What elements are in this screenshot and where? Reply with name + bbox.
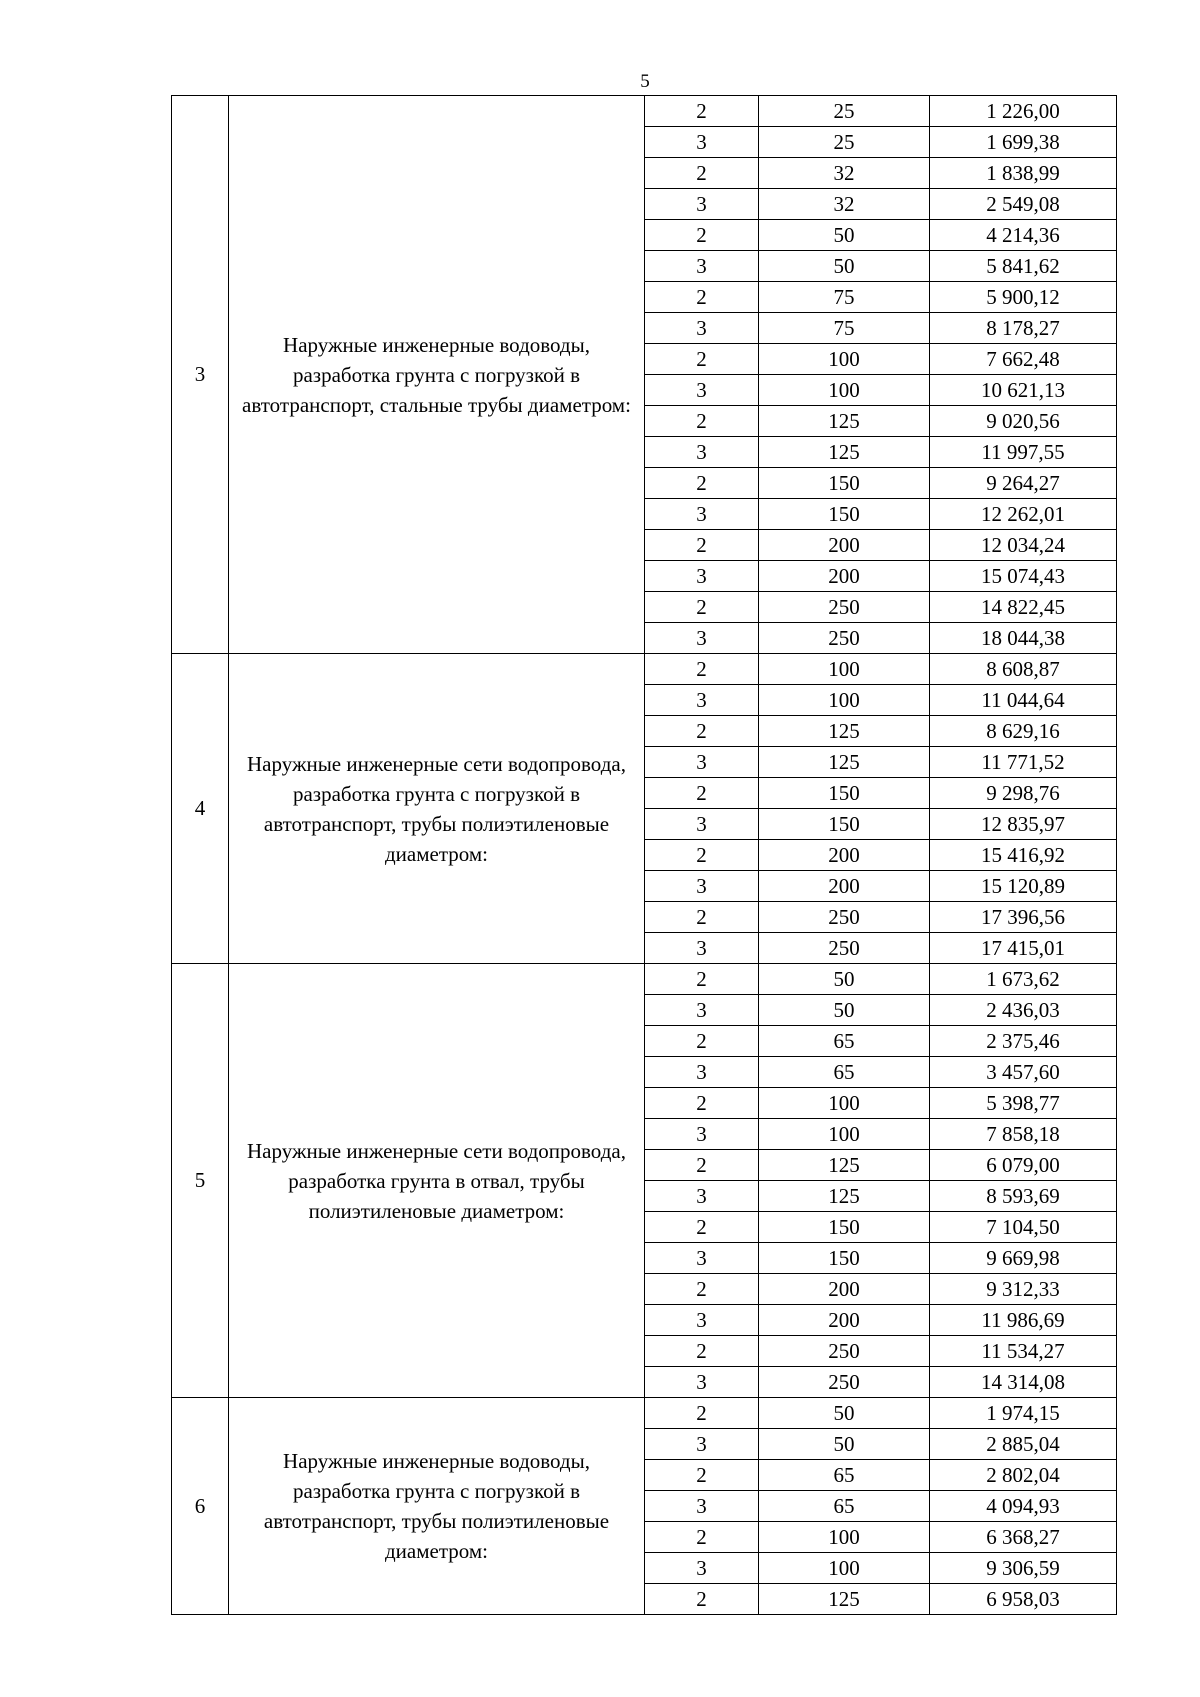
category-cell: 2: [645, 1088, 759, 1119]
category-cell: 3: [645, 375, 759, 406]
price-cell: 14 822,45: [930, 592, 1117, 623]
price-cell: 5 900,12: [930, 282, 1117, 313]
diameter-cell: 100: [759, 1553, 930, 1584]
category-cell: 3: [645, 561, 759, 592]
diameter-cell: 125: [759, 747, 930, 778]
price-cell: 9 669,98: [930, 1243, 1117, 1274]
price-table: [171, 95, 1117, 1615]
page-number: 5: [640, 71, 650, 92]
diameter-cell: 250: [759, 1336, 930, 1367]
category-cell: 3: [645, 437, 759, 468]
price-cell: 8 593,69: [930, 1181, 1117, 1212]
price-cell: 1 226,00: [930, 96, 1117, 127]
category-cell: 2: [645, 654, 759, 685]
category-cell: 3: [645, 623, 759, 654]
price-cell: 12 835,97: [930, 809, 1117, 840]
diameter-cell: 50: [759, 1398, 930, 1429]
section-description: Наружные инженерные сети водопровода, разработка грунта с погрузкой в автотранспорт, трубы полиэтиленовые диаметром:: [229, 654, 645, 964]
diameter-cell: 50: [759, 251, 930, 282]
category-cell: 2: [645, 96, 759, 127]
category-cell: 3: [645, 1057, 759, 1088]
price-cell: 2 436,03: [930, 995, 1117, 1026]
diameter-cell: 50: [759, 220, 930, 251]
category-cell: 3: [645, 1429, 759, 1460]
diameter-cell: 200: [759, 840, 930, 871]
diameter-cell: 100: [759, 344, 930, 375]
category-cell: 2: [645, 468, 759, 499]
price-cell: 4 094,93: [930, 1491, 1117, 1522]
diameter-cell: 125: [759, 1584, 930, 1615]
diameter-cell: 32: [759, 189, 930, 220]
diameter-cell: 50: [759, 1429, 930, 1460]
category-cell: 2: [645, 1336, 759, 1367]
price-cell: 9 306,59: [930, 1553, 1117, 1584]
category-cell: 3: [645, 1305, 759, 1336]
price-cell: 3 457,60: [930, 1057, 1117, 1088]
diameter-cell: 100: [759, 375, 930, 406]
category-cell: 2: [645, 1398, 759, 1429]
category-cell: 2: [645, 1026, 759, 1057]
price-cell: 15 074,43: [930, 561, 1117, 592]
price-cell: 2 885,04: [930, 1429, 1117, 1460]
diameter-cell: 75: [759, 282, 930, 313]
diameter-cell: 25: [759, 127, 930, 158]
category-cell: 2: [645, 592, 759, 623]
category-cell: 2: [645, 282, 759, 313]
diameter-cell: 125: [759, 1150, 930, 1181]
table-row: [172, 964, 1117, 995]
diameter-cell: 150: [759, 468, 930, 499]
section-description: Наружные инженерные водоводы, разработка грунта с погрузкой в автотранспорт, трубы полиэтиленовые диаметром:: [229, 1398, 645, 1615]
section-number: 4: [172, 654, 229, 964]
price-cell: 11 997,55: [930, 437, 1117, 468]
price-cell: 9 312,33: [930, 1274, 1117, 1305]
category-cell: 2: [645, 1274, 759, 1305]
diameter-cell: 250: [759, 592, 930, 623]
diameter-cell: 100: [759, 1522, 930, 1553]
price-cell: 2 802,04: [930, 1460, 1117, 1491]
price-cell: 9 020,56: [930, 406, 1117, 437]
category-cell: 2: [645, 778, 759, 809]
price-cell: 8 178,27: [930, 313, 1117, 344]
diameter-cell: 75: [759, 313, 930, 344]
diameter-cell: 32: [759, 158, 930, 189]
section-number: 5: [172, 964, 229, 1398]
price-cell: 12 262,01: [930, 499, 1117, 530]
price-cell: 8 629,16: [930, 716, 1117, 747]
diameter-cell: 50: [759, 995, 930, 1026]
diameter-cell: 150: [759, 1243, 930, 1274]
price-cell: 2 375,46: [930, 1026, 1117, 1057]
price-cell: 6 368,27: [930, 1522, 1117, 1553]
table-row: [172, 96, 1117, 127]
price-cell: 2 549,08: [930, 189, 1117, 220]
price-cell: 14 314,08: [930, 1367, 1117, 1398]
diameter-cell: 150: [759, 778, 930, 809]
section-description: Наружные инженерные водоводы, разработка грунта с погрузкой в автотранспорт, стальные трубы диаметром:: [229, 96, 645, 654]
price-cell: 11 534,27: [930, 1336, 1117, 1367]
diameter-cell: 200: [759, 530, 930, 561]
diameter-cell: 250: [759, 623, 930, 654]
diameter-cell: 25: [759, 96, 930, 127]
diameter-cell: 100: [759, 654, 930, 685]
diameter-cell: 50: [759, 964, 930, 995]
price-cell: 15 416,92: [930, 840, 1117, 871]
section-number: 3: [172, 96, 229, 654]
category-cell: 3: [645, 127, 759, 158]
category-cell: 3: [645, 685, 759, 716]
category-cell: 2: [645, 716, 759, 747]
price-cell: 6 958,03: [930, 1584, 1117, 1615]
diameter-cell: 150: [759, 809, 930, 840]
table-body: [172, 96, 1117, 1615]
category-cell: 3: [645, 1553, 759, 1584]
diameter-cell: 200: [759, 1305, 930, 1336]
price-cell: 1 699,38: [930, 127, 1117, 158]
section-number: 6: [172, 1398, 229, 1615]
diameter-cell: 125: [759, 1181, 930, 1212]
diameter-cell: 200: [759, 561, 930, 592]
section-description: Наружные инженерные сети водопровода, разработка грунта в отвал, трубы полиэтиленовые диаметром:: [229, 964, 645, 1398]
price-cell: 5 841,62: [930, 251, 1117, 282]
category-cell: 3: [645, 1243, 759, 1274]
price-cell: 15 120,89: [930, 871, 1117, 902]
category-cell: 3: [645, 1491, 759, 1522]
price-cell: 11 044,64: [930, 685, 1117, 716]
category-cell: 2: [645, 1522, 759, 1553]
category-cell: 3: [645, 871, 759, 902]
diameter-cell: 125: [759, 437, 930, 468]
diameter-cell: 250: [759, 902, 930, 933]
category-cell: 3: [645, 251, 759, 282]
price-cell: 6 079,00: [930, 1150, 1117, 1181]
category-cell: 2: [645, 158, 759, 189]
category-cell: 2: [645, 406, 759, 437]
category-cell: 2: [645, 1460, 759, 1491]
price-cell: 18 044,38: [930, 623, 1117, 654]
category-cell: 2: [645, 530, 759, 561]
price-cell: 1 838,99: [930, 158, 1117, 189]
category-cell: 3: [645, 1367, 759, 1398]
category-cell: 3: [645, 809, 759, 840]
price-cell: 17 396,56: [930, 902, 1117, 933]
diameter-cell: 250: [759, 1367, 930, 1398]
price-cell: 7 858,18: [930, 1119, 1117, 1150]
category-cell: 3: [645, 313, 759, 344]
diameter-cell: 100: [759, 1088, 930, 1119]
diameter-cell: 100: [759, 685, 930, 716]
diameter-cell: 65: [759, 1491, 930, 1522]
diameter-cell: 150: [759, 499, 930, 530]
category-cell: 2: [645, 1150, 759, 1181]
price-cell: 1 974,15: [930, 1398, 1117, 1429]
price-cell: 8 608,87: [930, 654, 1117, 685]
category-cell: 3: [645, 995, 759, 1026]
price-cell: 4 214,36: [930, 220, 1117, 251]
category-cell: 2: [645, 1212, 759, 1243]
category-cell: 2: [645, 1584, 759, 1615]
table-row: [172, 654, 1117, 685]
category-cell: 3: [645, 499, 759, 530]
category-cell: 2: [645, 964, 759, 995]
diameter-cell: 100: [759, 1119, 930, 1150]
price-cell: 9 298,76: [930, 778, 1117, 809]
diameter-cell: 65: [759, 1026, 930, 1057]
category-cell: 2: [645, 902, 759, 933]
category-cell: 2: [645, 220, 759, 251]
category-cell: 3: [645, 747, 759, 778]
price-cell: 1 673,62: [930, 964, 1117, 995]
category-cell: 2: [645, 840, 759, 871]
price-cell: 12 034,24: [930, 530, 1117, 561]
diameter-cell: 200: [759, 871, 930, 902]
diameter-cell: 125: [759, 406, 930, 437]
category-cell: 3: [645, 933, 759, 964]
diameter-cell: 125: [759, 716, 930, 747]
price-cell: 17 415,01: [930, 933, 1117, 964]
price-cell: 7 104,50: [930, 1212, 1117, 1243]
price-cell: 7 662,48: [930, 344, 1117, 375]
price-cell: 5 398,77: [930, 1088, 1117, 1119]
diameter-cell: 250: [759, 933, 930, 964]
diameter-cell: 65: [759, 1460, 930, 1491]
price-cell: 11 986,69: [930, 1305, 1117, 1336]
price-cell: 9 264,27: [930, 468, 1117, 499]
diameter-cell: 150: [759, 1212, 930, 1243]
price-cell: 11 771,52: [930, 747, 1117, 778]
price-cell: 10 621,13: [930, 375, 1117, 406]
table-row: [172, 1398, 1117, 1429]
category-cell: 2: [645, 344, 759, 375]
category-cell: 3: [645, 1181, 759, 1212]
diameter-cell: 200: [759, 1274, 930, 1305]
category-cell: 3: [645, 1119, 759, 1150]
diameter-cell: 65: [759, 1057, 930, 1088]
category-cell: 3: [645, 189, 759, 220]
